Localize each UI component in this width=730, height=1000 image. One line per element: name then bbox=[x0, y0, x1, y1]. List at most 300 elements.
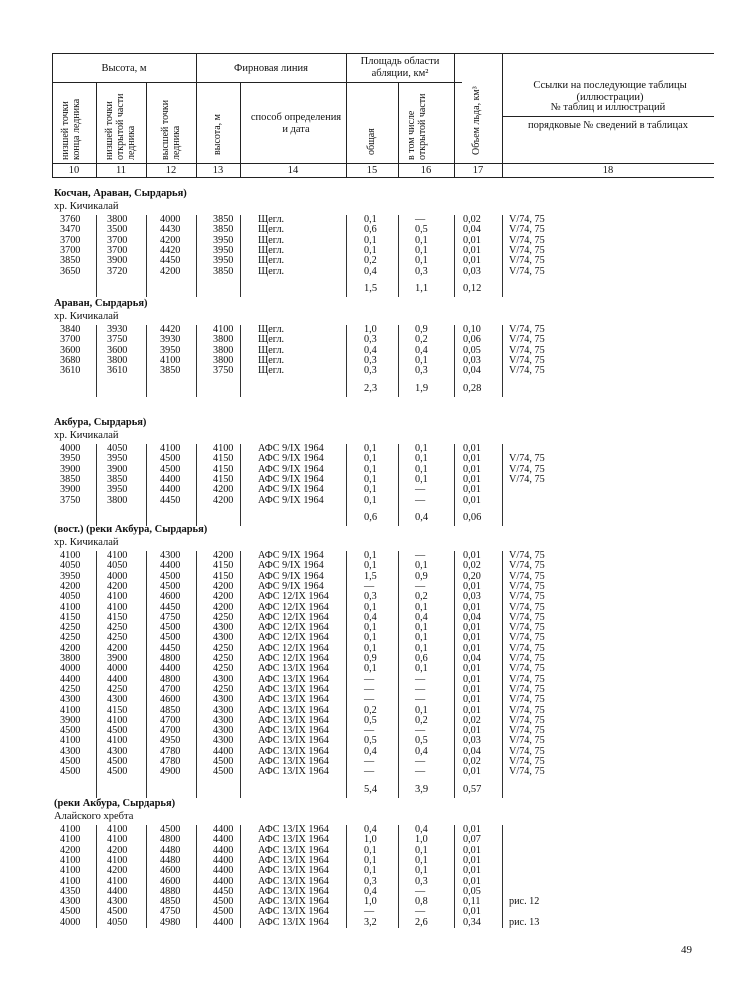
table-cell: 4600 bbox=[160, 591, 181, 603]
col13-header: высота, м bbox=[212, 113, 223, 155]
column-rule bbox=[398, 215, 399, 297]
table-cell: 0,9 bbox=[415, 570, 428, 582]
table-cell: 0,1 bbox=[364, 550, 377, 561]
table-cell: 0,2 bbox=[415, 334, 428, 346]
table-cell: 4250 bbox=[213, 683, 234, 695]
table-cell: 0,4 bbox=[415, 745, 428, 757]
table-cell: — bbox=[415, 214, 426, 225]
section-total: 0,4 bbox=[415, 511, 429, 523]
table-cell: 4500 bbox=[160, 570, 181, 582]
table-cell: 4250 bbox=[60, 622, 81, 634]
col11-header: низшей точки открытой части ледника bbox=[104, 93, 137, 160]
table-cell: 3850 bbox=[60, 255, 81, 267]
column-rule bbox=[346, 444, 347, 526]
table-cell: 0,1 bbox=[364, 632, 377, 644]
page-number: 49 bbox=[681, 944, 692, 956]
table-cell: 4100 bbox=[107, 854, 128, 866]
table-cell: — bbox=[415, 756, 426, 767]
table-cell: 0,1 bbox=[364, 642, 377, 654]
table-cell: рис. 13 bbox=[509, 916, 540, 928]
table-cell: 4000 bbox=[107, 570, 128, 582]
table-cell: 0,04 bbox=[463, 745, 481, 757]
table-cell: 4100 bbox=[213, 324, 234, 335]
table-cell: 4780 bbox=[160, 756, 181, 767]
table-cell: — bbox=[415, 683, 426, 695]
table-cell: 0,1 bbox=[364, 560, 377, 572]
table-cell: 4100 bbox=[60, 854, 81, 866]
table-cell: 4600 bbox=[160, 875, 181, 887]
table-cell: 4150 bbox=[213, 570, 234, 582]
column-rule bbox=[454, 825, 455, 928]
section-total: 3,9 bbox=[415, 783, 429, 795]
table-cell: 4500 bbox=[160, 453, 181, 465]
area-group-header: Площадь области абляции, км² bbox=[360, 56, 440, 79]
table-cell: — bbox=[364, 580, 375, 592]
table-cell: 4500 bbox=[160, 463, 181, 475]
table-cell: 0,01 bbox=[463, 580, 481, 592]
header-bottom-rule bbox=[52, 163, 714, 164]
table-cell: 4200 bbox=[160, 234, 181, 246]
table-cell: 0,6 bbox=[415, 653, 428, 664]
colnum-bottom-rule bbox=[52, 177, 714, 178]
table-cell: 4300 bbox=[107, 896, 128, 908]
table-cell: V/74, 75 bbox=[509, 632, 545, 644]
table-cell: 0,4 bbox=[364, 885, 377, 897]
table-cell: 4600 bbox=[160, 694, 181, 706]
table-cell: АФС 13/IX 1964 bbox=[258, 906, 329, 918]
table-cell: 4200 bbox=[213, 550, 234, 561]
table-cell: — bbox=[364, 683, 375, 695]
colnum-13: 13 bbox=[212, 165, 224, 176]
table-cell: 4400 bbox=[213, 834, 234, 846]
table-cell: 3750 bbox=[213, 365, 234, 377]
table-cell: 0,4 bbox=[364, 344, 377, 356]
table-cell: 0,9 bbox=[364, 653, 377, 664]
table-cell: 4200 bbox=[107, 580, 128, 592]
table-cell: 3900 bbox=[60, 714, 81, 726]
table-cell: 0,5 bbox=[364, 735, 377, 747]
table-cell: 3950 bbox=[160, 344, 181, 356]
table-cell: 4150 bbox=[107, 611, 128, 623]
table-cell: 0,1 bbox=[364, 443, 377, 454]
table-cell: V/74, 75 bbox=[509, 365, 545, 377]
table-cell: 4500 bbox=[213, 896, 234, 908]
table-cell: 0,1 bbox=[364, 453, 377, 465]
section-title: Акбура, Сырдарья) bbox=[54, 417, 147, 428]
height-group-header: Высота, м bbox=[101, 63, 147, 74]
table-cell: 4100 bbox=[107, 550, 128, 561]
table-cell: V/74, 75 bbox=[509, 591, 545, 603]
table-cell: 3850 bbox=[213, 214, 234, 225]
table-cell: 3800 bbox=[213, 344, 234, 356]
table-cell: 4200 bbox=[60, 580, 81, 592]
table-cell: 4400 bbox=[213, 824, 234, 835]
table-cell: V/74, 75 bbox=[509, 214, 545, 225]
table-cell: 4250 bbox=[107, 632, 128, 644]
table-cell: 4250 bbox=[213, 653, 234, 664]
table-cell: 0,01 bbox=[463, 632, 481, 644]
table-cell: АФС 13/IX 1964 bbox=[258, 885, 329, 897]
table-cell: 0,9 bbox=[415, 324, 428, 335]
table-cell: Щегл. bbox=[258, 344, 285, 356]
table-cell: 4200 bbox=[213, 484, 234, 496]
table-cell: V/74, 75 bbox=[509, 224, 545, 236]
table-cell: 3680 bbox=[60, 354, 81, 366]
table-cell: АФС 13/IX 1964 bbox=[258, 834, 329, 846]
table-cell: Щегл. bbox=[258, 224, 285, 236]
table-cell: АФС 13/IX 1964 bbox=[258, 745, 329, 757]
table-cell: АФС 9/IX 1964 bbox=[258, 560, 324, 572]
table-cell: 0,1 bbox=[415, 622, 428, 634]
column-rule bbox=[454, 551, 455, 798]
table-cell: 4500 bbox=[213, 766, 234, 778]
table-cell: 0,1 bbox=[415, 463, 428, 475]
table-cell: 0,1 bbox=[364, 844, 377, 856]
table-cell: 4800 bbox=[160, 653, 181, 664]
table-cell: 0,1 bbox=[364, 473, 377, 485]
table-cell: 4100 bbox=[213, 443, 234, 454]
refs-sub-rule bbox=[502, 116, 714, 117]
table-cell: 0,3 bbox=[364, 354, 377, 366]
column-rule bbox=[398, 825, 399, 928]
table-cell: 4300 bbox=[160, 550, 181, 561]
table-cell: V/74, 75 bbox=[509, 611, 545, 623]
table-cell: V/74, 75 bbox=[509, 735, 545, 747]
table-cell: — bbox=[364, 673, 375, 685]
table-cell: 4500 bbox=[160, 632, 181, 644]
column-rule bbox=[240, 825, 241, 928]
table-cell: 0,01 bbox=[463, 255, 481, 267]
table-cell: Щегл. bbox=[258, 324, 285, 335]
table-cell: 4100 bbox=[60, 865, 81, 877]
table-cell: АФС 13/IX 1964 bbox=[258, 735, 329, 747]
table-cell: АФС 12/IX 1964 bbox=[258, 632, 329, 644]
table-cell: 4250 bbox=[60, 683, 81, 695]
table-cell: — bbox=[364, 725, 375, 737]
table-cell: V/74, 75 bbox=[509, 560, 545, 572]
table-cell: 1,0 bbox=[364, 896, 377, 908]
table-cell: V/74, 75 bbox=[509, 663, 545, 675]
table-cell: 4500 bbox=[60, 725, 81, 737]
table-cell: 0,01 bbox=[463, 473, 481, 485]
table-cell: 4200 bbox=[213, 591, 234, 603]
table-cell: — bbox=[364, 756, 375, 767]
table-cell: 4100 bbox=[60, 875, 81, 887]
table-cell: 4050 bbox=[60, 560, 81, 572]
table-cell: 4450 bbox=[160, 601, 181, 613]
table-cell: 4100 bbox=[160, 354, 181, 366]
col15-header: общая bbox=[366, 128, 377, 155]
table-cell: Щегл. bbox=[258, 244, 285, 256]
table-cell: 0,01 bbox=[463, 844, 481, 856]
table-cell: 0,01 bbox=[463, 463, 481, 475]
table-cell: АФС 12/IX 1964 bbox=[258, 591, 329, 603]
table-cell: 0,2 bbox=[415, 714, 428, 726]
table-cell: 0,1 bbox=[415, 632, 428, 644]
table-cell: АФС 13/IX 1964 bbox=[258, 766, 329, 778]
col14-header: способ определения и дата bbox=[250, 112, 342, 135]
table-cell: 0,2 bbox=[364, 255, 377, 267]
table-cell: 4500 bbox=[160, 622, 181, 634]
table-cell: 0,01 bbox=[463, 683, 481, 695]
table-cell: 4450 bbox=[160, 642, 181, 654]
table-cell: 4500 bbox=[107, 906, 128, 918]
table-cell: 3800 bbox=[107, 494, 128, 506]
table-cell: 0,02 bbox=[463, 560, 481, 572]
table-cell: 0,4 bbox=[364, 265, 377, 277]
table-cell: 0,1 bbox=[364, 214, 377, 225]
table-cell: 0,01 bbox=[463, 642, 481, 654]
table-cell: 0,1 bbox=[415, 244, 428, 256]
table-cell: 4600 bbox=[160, 865, 181, 877]
table-cell: 4500 bbox=[107, 725, 128, 737]
table-cell: 0,1 bbox=[415, 642, 428, 654]
column-rule bbox=[346, 825, 347, 928]
table-cell: 3950 bbox=[213, 255, 234, 267]
colnum-14: 14 bbox=[287, 165, 299, 176]
header-vline bbox=[502, 53, 503, 177]
table-cell: V/74, 75 bbox=[509, 653, 545, 664]
table-cell: V/74, 75 bbox=[509, 580, 545, 592]
table-cell: 0,1 bbox=[415, 473, 428, 485]
column-rule bbox=[196, 444, 197, 526]
table-cell: 3700 bbox=[107, 234, 128, 246]
table-cell: 0,3 bbox=[415, 365, 428, 377]
table-cell: 4700 bbox=[160, 725, 181, 737]
table-cell: — bbox=[415, 494, 426, 506]
table-cell: АФС 9/IX 1964 bbox=[258, 443, 324, 454]
table-cell: 4100 bbox=[60, 704, 81, 716]
table-cell: 0,06 bbox=[463, 334, 481, 346]
table-cell: 0,1 bbox=[364, 494, 377, 506]
table-cell: 4400 bbox=[160, 560, 181, 572]
table-cell: 4300 bbox=[213, 673, 234, 685]
table-cell: 4780 bbox=[160, 745, 181, 757]
table-cell: 4300 bbox=[60, 745, 81, 757]
table-cell: 3850 bbox=[213, 265, 234, 277]
column-rule bbox=[346, 215, 347, 297]
table-cell: 4100 bbox=[107, 591, 128, 603]
table-cell: 0,8 bbox=[415, 896, 428, 908]
table-cell: 3800 bbox=[107, 214, 128, 225]
table-cell: 3900 bbox=[107, 653, 128, 664]
column-rule bbox=[96, 551, 97, 798]
table-cell: 4500 bbox=[213, 756, 234, 767]
table-cell: 4400 bbox=[160, 473, 181, 485]
table-cell: — bbox=[415, 484, 426, 496]
table-cell: 4100 bbox=[60, 824, 81, 835]
table-cell: 0,04 bbox=[463, 224, 481, 236]
section-total: 2,3 bbox=[364, 382, 378, 394]
table-cell: 4880 bbox=[160, 885, 181, 897]
table-cell: V/74, 75 bbox=[509, 334, 545, 346]
table-cell: 0,2 bbox=[415, 591, 428, 603]
table-cell: 4050 bbox=[107, 560, 128, 572]
refs-sub1-header: № таблиц и иллюстраций bbox=[550, 102, 666, 113]
table-cell: 4250 bbox=[60, 632, 81, 644]
table-cell: 3720 bbox=[107, 265, 128, 277]
refs-sub2-header: порядковые № сведений в таблицах bbox=[527, 120, 689, 131]
table-cell: 4000 bbox=[160, 214, 181, 225]
table-cell: 4400 bbox=[213, 854, 234, 866]
table-cell: 4800 bbox=[160, 673, 181, 685]
table-cell: 3650 bbox=[60, 265, 81, 277]
table-cell: 4900 bbox=[160, 766, 181, 778]
table-cell: 4000 bbox=[60, 916, 81, 928]
table-cell: АФС 9/IX 1964 bbox=[258, 473, 324, 485]
table-cell: 0,01 bbox=[463, 601, 481, 613]
table-cell: 0,11 bbox=[463, 896, 481, 908]
table-cell: V/74, 75 bbox=[509, 463, 545, 475]
table-cell: 1,0 bbox=[364, 834, 377, 846]
column-rule bbox=[240, 444, 241, 526]
table-cell: 4200 bbox=[213, 601, 234, 613]
table-cell: V/74, 75 bbox=[509, 622, 545, 634]
table-cell: 4850 bbox=[160, 704, 181, 716]
table-cell: АФС 12/IX 1964 bbox=[258, 601, 329, 613]
table-cell: 4200 bbox=[60, 642, 81, 654]
table-cell: 3800 bbox=[107, 354, 128, 366]
table-cell: АФС 13/IX 1964 bbox=[258, 916, 329, 928]
table-cell: 0,04 bbox=[463, 611, 481, 623]
colnum-10: 10 bbox=[68, 165, 80, 176]
header-vline bbox=[96, 82, 97, 177]
table-cell: — bbox=[415, 766, 426, 778]
table-cell: 0,01 bbox=[463, 484, 481, 496]
table-cell: V/74, 75 bbox=[509, 756, 545, 767]
table-cell: 4700 bbox=[160, 683, 181, 695]
table-cell: 3930 bbox=[160, 334, 181, 346]
table-cell: АФС 13/IX 1964 bbox=[258, 725, 329, 737]
table-cell: 4100 bbox=[107, 714, 128, 726]
table-cell: 0,02 bbox=[463, 714, 481, 726]
table-cell: 0,4 bbox=[415, 344, 428, 356]
colnum-17: 17 bbox=[472, 165, 484, 176]
table-cell: V/74, 75 bbox=[509, 344, 545, 356]
table-cell: 0,01 bbox=[463, 443, 481, 454]
table-cell: 0,01 bbox=[463, 875, 481, 887]
table-cell: 0,01 bbox=[463, 725, 481, 737]
table-cell: — bbox=[415, 550, 426, 561]
table-cell: 3800 bbox=[213, 354, 234, 366]
table-cell: 0,01 bbox=[463, 494, 481, 506]
table-cell: 4500 bbox=[160, 824, 181, 835]
table-cell: 0,01 bbox=[463, 244, 481, 256]
table-cell: АФС 9/IX 1964 bbox=[258, 570, 324, 582]
table-cell: АФС 12/IX 1964 bbox=[258, 622, 329, 634]
table-cell: 3,2 bbox=[364, 916, 377, 928]
col12-header: высшей точки ледника bbox=[160, 99, 182, 160]
table-cell: — bbox=[364, 766, 375, 778]
table-cell: 4800 bbox=[160, 834, 181, 846]
table-cell: Щегл. bbox=[258, 214, 285, 225]
colnum-11: 11 bbox=[115, 165, 127, 176]
firn-group-header: Фирновая линия bbox=[234, 63, 308, 74]
table-cell: 0,04 bbox=[463, 365, 481, 377]
table-cell: 4750 bbox=[160, 906, 181, 918]
table-cell: 0,1 bbox=[415, 354, 428, 366]
section-total: 0,28 bbox=[463, 382, 482, 394]
table-cell: 4300 bbox=[213, 622, 234, 634]
table-cell: 3470 bbox=[60, 224, 81, 236]
table-cell: 1,0 bbox=[364, 324, 377, 335]
table-cell: 4300 bbox=[213, 632, 234, 644]
table-cell: 0,1 bbox=[364, 234, 377, 246]
table-cell: Щегл. bbox=[258, 334, 285, 346]
table-cell: 4200 bbox=[107, 844, 128, 856]
column-rule bbox=[146, 325, 147, 397]
table-cell: 3800 bbox=[213, 334, 234, 346]
section-total: 0,06 bbox=[463, 511, 482, 523]
table-cell: 2,6 bbox=[415, 916, 428, 928]
table-cell: 4200 bbox=[60, 844, 81, 856]
colnum-18: 18 bbox=[602, 165, 614, 176]
table-cell: 3850 bbox=[107, 473, 128, 485]
table-cell: 3610 bbox=[60, 365, 81, 377]
table-cell: 0,4 bbox=[415, 824, 428, 835]
table-cell: 3900 bbox=[60, 484, 81, 496]
column-rule bbox=[146, 444, 147, 526]
table-cell: 4400 bbox=[107, 673, 128, 685]
column-rule bbox=[196, 215, 197, 297]
table-cell: 4450 bbox=[213, 885, 234, 897]
section-title: Косчан, Араван, Сырдарья) bbox=[54, 188, 187, 199]
table-cell: АФС 9/IX 1964 bbox=[258, 550, 324, 561]
table-cell: — bbox=[415, 694, 426, 706]
table-cell: V/74, 75 bbox=[509, 550, 545, 561]
table-cell: АФС 13/IX 1964 bbox=[258, 683, 329, 695]
table-cell: 3700 bbox=[60, 334, 81, 346]
table-cell: 0,02 bbox=[463, 214, 481, 225]
table-cell: V/74, 75 bbox=[509, 704, 545, 716]
table-cell: 4150 bbox=[213, 560, 234, 572]
table-cell: 0,01 bbox=[463, 234, 481, 246]
column-rule bbox=[96, 825, 97, 928]
table-cell: рис. 12 bbox=[509, 896, 540, 908]
column-rule bbox=[240, 551, 241, 798]
table-cell: 0,01 bbox=[463, 906, 481, 918]
table-cell: 4200 bbox=[160, 265, 181, 277]
table-cell: 4100 bbox=[160, 443, 181, 454]
table-cell: АФС 13/IX 1964 bbox=[258, 844, 329, 856]
table-cell: 4250 bbox=[213, 611, 234, 623]
table-cell: V/74, 75 bbox=[509, 673, 545, 685]
table-cell: 0,1 bbox=[415, 560, 428, 572]
table-cell: 4250 bbox=[213, 663, 234, 675]
table-cell: V/74, 75 bbox=[509, 354, 545, 366]
table-cell: 0,1 bbox=[415, 844, 428, 856]
table-cell: 0,3 bbox=[415, 875, 428, 887]
table-cell: 4300 bbox=[213, 735, 234, 747]
table-cell: АФС 13/IX 1964 bbox=[258, 694, 329, 706]
table-cell: 4400 bbox=[213, 916, 234, 928]
table-cell: 4500 bbox=[107, 766, 128, 778]
table-cell: Щегл. bbox=[258, 265, 285, 277]
table-cell: 3850 bbox=[213, 224, 234, 236]
column-rule bbox=[502, 215, 503, 297]
table-cell: 4850 bbox=[160, 896, 181, 908]
table-cell: 3930 bbox=[107, 324, 128, 335]
table-cell: 4300 bbox=[60, 896, 81, 908]
column-rule bbox=[96, 325, 97, 397]
table-cell: — bbox=[364, 906, 375, 918]
table-cell: 3750 bbox=[107, 334, 128, 346]
table-cell: 0,05 bbox=[463, 885, 481, 897]
table-cell: 0,3 bbox=[364, 875, 377, 887]
table-cell: 0,03 bbox=[463, 354, 481, 366]
table-cell: 4100 bbox=[60, 601, 81, 613]
column-rule bbox=[196, 325, 197, 397]
